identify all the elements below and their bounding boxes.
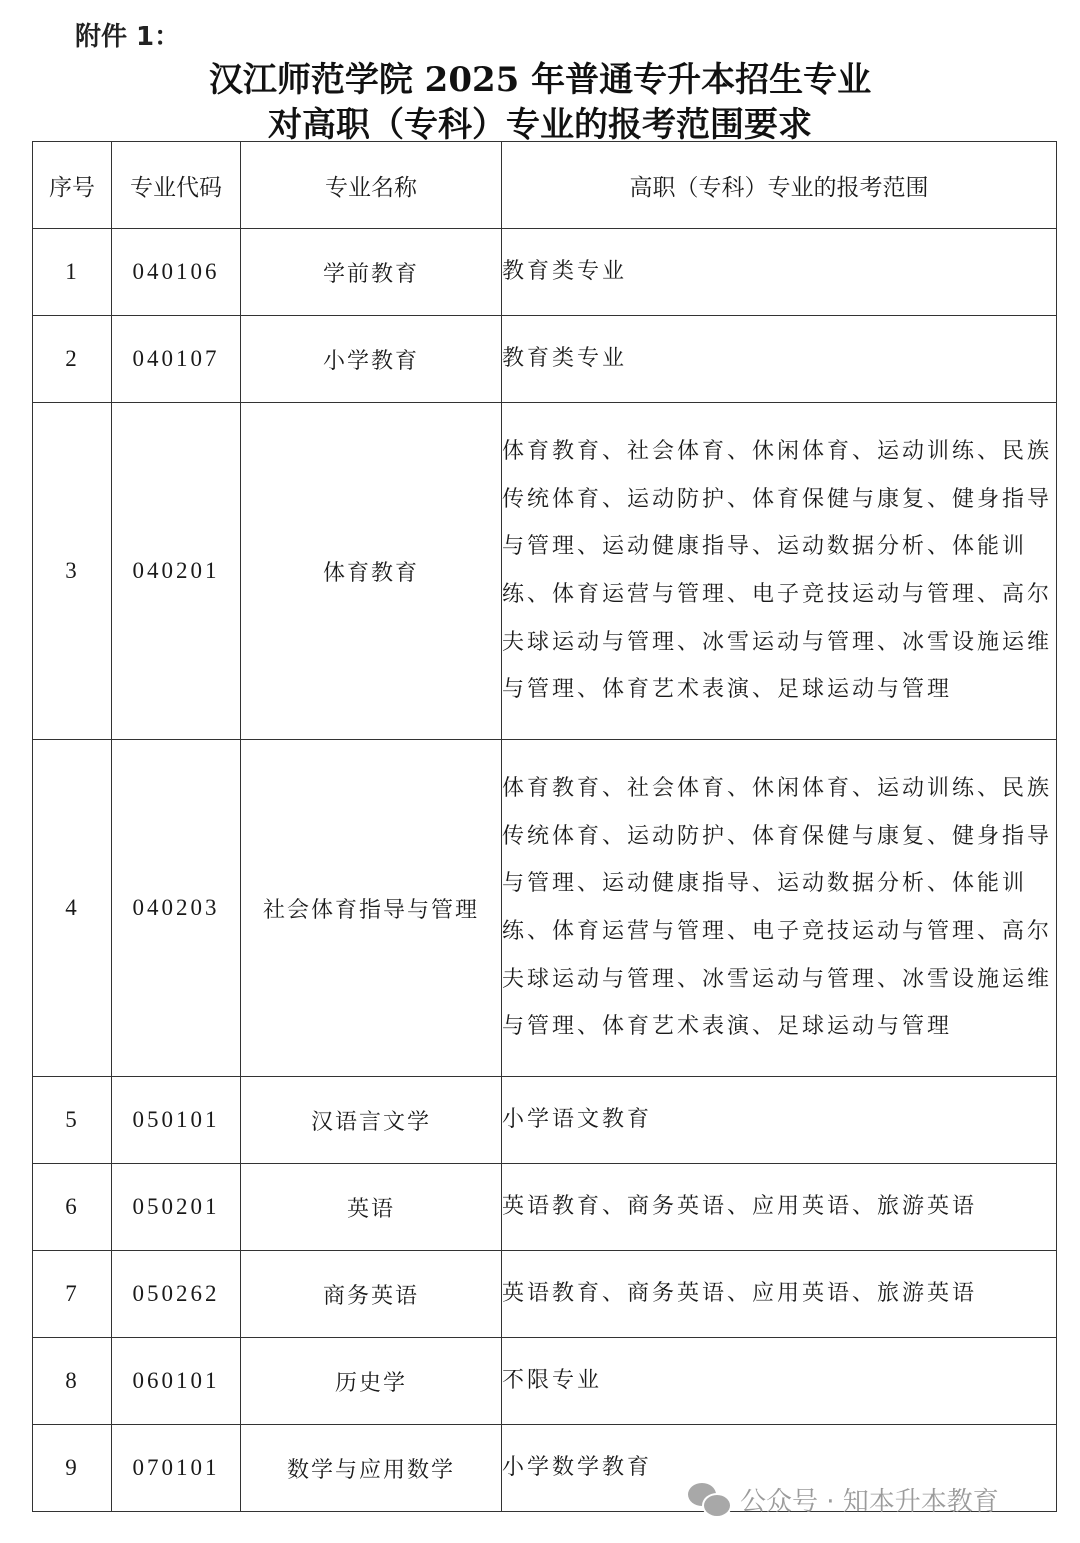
row-major-name: 英语: [241, 1164, 502, 1251]
row-eligible-scope: 教育类专业: [502, 316, 1057, 403]
row-major-code: 050262: [112, 1251, 241, 1338]
row-major-code: 050101: [112, 1077, 241, 1164]
row-serial-number: 7: [33, 1251, 112, 1338]
header-major-name: 专业名称: [241, 142, 502, 229]
row-eligible-scope: 小学语文教育: [502, 1077, 1057, 1164]
row-serial-number: 3: [33, 403, 112, 740]
row-eligible-scope: 小学数学教育: [502, 1425, 1057, 1512]
row-major-code: 040106: [112, 229, 241, 316]
document-title-line2: 对高职（专科）专业的报考范围要求: [268, 105, 812, 145]
row-serial-number: 4: [33, 740, 112, 1077]
header-major-code: 专业代码: [112, 142, 241, 229]
row-major-code: 060101: [112, 1338, 241, 1425]
enrollment-scope-table: [32, 141, 1057, 1512]
row-major-name: 汉语言文学: [241, 1077, 502, 1164]
table-row: [33, 1338, 1057, 1425]
row-major-name: 小学教育: [241, 316, 502, 403]
table-header-row: [33, 142, 1057, 229]
row-serial-number: 1: [33, 229, 112, 316]
table-row: [33, 740, 1057, 1077]
row-major-code: 050201: [112, 1164, 241, 1251]
row-eligible-scope: 体育教育、社会体育、休闲体育、运动训练、民族传统体育、运动防护、体育保健与康复、健身指导与管理、运动健康指导、运动数据分析、体能训练、体育运营与管理、电子竞技运动与管理、高尔夫球运动与管理、冰雪运动与管理、冰雪设施运维与管理、体育艺术表演、足球运动与管理: [502, 740, 1057, 1077]
attachment-label: 附件 1：: [75, 22, 181, 52]
row-eligible-scope: 英语教育、商务英语、应用英语、旅游英语: [502, 1164, 1057, 1251]
table-row: [33, 229, 1057, 316]
wechat-icon: [688, 1483, 730, 1517]
row-serial-number: 8: [33, 1338, 112, 1425]
row-eligible-scope: 英语教育、商务英语、应用英语、旅游英语: [502, 1251, 1057, 1338]
row-major-code: 040107: [112, 316, 241, 403]
row-major-name: 商务英语: [241, 1251, 502, 1338]
watermark-text: 公众号 · 知本升本教育: [740, 1487, 999, 1517]
row-serial-number: 9: [33, 1425, 112, 1512]
row-eligible-scope: 不限专业: [502, 1338, 1057, 1425]
row-major-name: 学前教育: [241, 229, 502, 316]
row-major-name: 历史学: [241, 1338, 502, 1425]
row-serial-number: 5: [33, 1077, 112, 1164]
row-major-name: 数学与应用数学: [241, 1425, 502, 1512]
row-major-code: 040201: [112, 403, 241, 740]
row-major-code: 070101: [112, 1425, 241, 1512]
table-row: [33, 403, 1057, 740]
table-row: [33, 1251, 1057, 1338]
row-serial-number: 6: [33, 1164, 112, 1251]
header-eligible-scope: 高职（专科）专业的报考范围: [502, 142, 1057, 229]
row-major-code: 040203: [112, 740, 241, 1077]
table-row: [33, 1164, 1057, 1251]
row-serial-number: 2: [33, 316, 112, 403]
row-eligible-scope: 教育类专业: [502, 229, 1057, 316]
watermark: [688, 1481, 999, 1518]
table-row: [33, 316, 1057, 403]
row-major-name: 社会体育指导与管理: [241, 740, 502, 1077]
header-serial-number: 序号: [33, 142, 112, 229]
row-major-name: 体育教育: [241, 403, 502, 740]
document-title-line1: 汉江师范学院 2025 年普通专升本招生专业: [208, 60, 872, 100]
table-row: [33, 1077, 1057, 1164]
row-eligible-scope: 体育教育、社会体育、休闲体育、运动训练、民族传统体育、运动防护、体育保健与康复、健身指导与管理、运动健康指导、运动数据分析、体能训练、体育运营与管理、电子竞技运动与管理、高尔夫球运动与管理、冰雪运动与管理、冰雪设施运维与管理、体育艺术表演、足球运动与管理: [502, 403, 1057, 740]
